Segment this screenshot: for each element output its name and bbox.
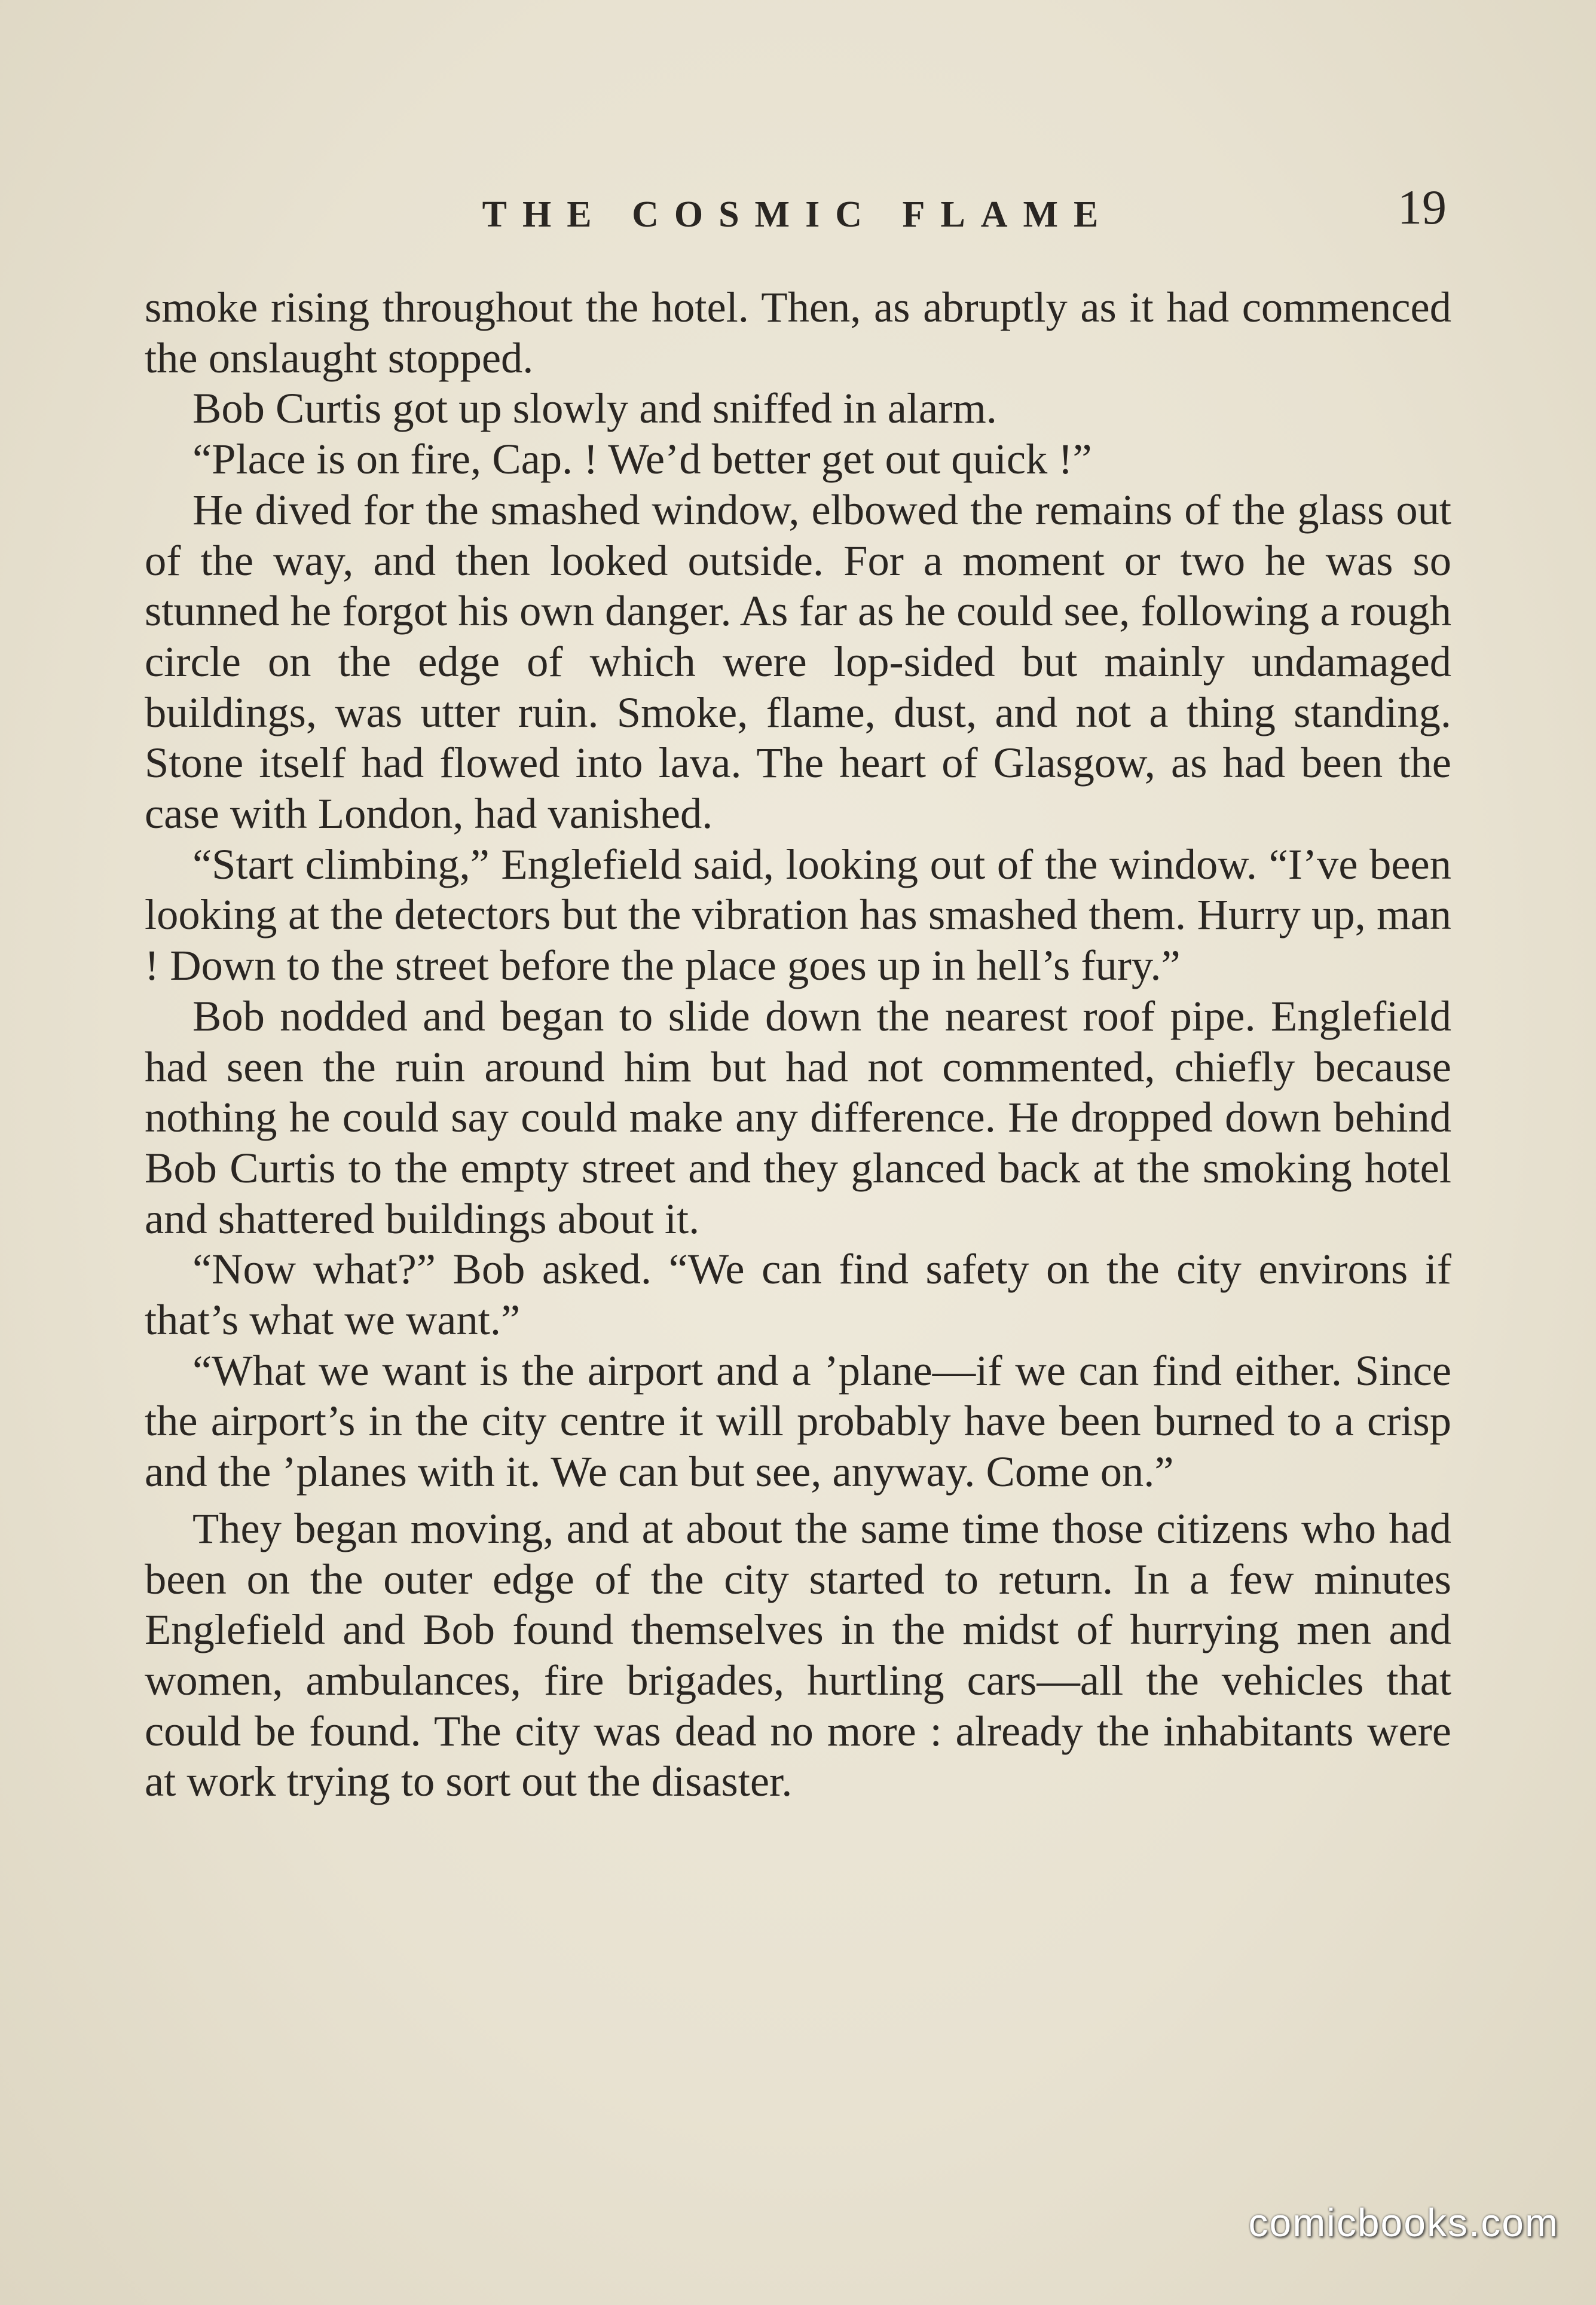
paragraph: “Now what?” Bob asked. “We can find safety on the city environs if that’s what we want.” — [145, 1245, 1451, 1344]
body-text — [145, 282, 1451, 1807]
paragraph: smoke rising throughout the hotel. Then, as abruptly as it had commenced the onslaught stopped. — [145, 283, 1451, 382]
paragraph: “What we want is the airport and a ’plane—if we can find either. Since the airport’s in the city centre it will probably have been burned to a crisp and the ’planes with it. We can but see, anyway. Come on.” — [145, 1346, 1451, 1496]
paragraph: “Start climbing,” Englefield said, looking out of the window. “I’ve been looking at the detectors but the vibration has smashed them. Hurry up, man ! Down to the street before the place goes up in hell’s fury.” — [145, 839, 1451, 990]
watermark: comicbooks.com — [1248, 2200, 1559, 2245]
paragraph: “Place is on fire, Cap. ! We’d better get out quick !” — [192, 435, 1092, 484]
page-number: 19 — [1398, 180, 1447, 234]
paragraph: They began moving, and at about the same time those citizens who had been on the outer edge of the city started to return. In a few minutes Englefield and Bob found themselves in the midst of hurrying men and women, ambulances, fire brigades, hurtling cars—all the vehicles that could be found. The city was dead no more : already the inhabitants were at work trying to sort out the disaster. — [145, 1503, 1451, 1806]
paragraph: Bob Curtis got up slowly and sniffed in alarm. — [192, 384, 997, 433]
page-header — [0, 179, 1596, 251]
running-title: THE COSMIC FLAME — [482, 194, 1114, 235]
paragraph: Bob nodded and began to slide down the nearest roof pipe. Englefield had seen the ruin around him but had not commented, chiefly because nothing he could say could make any difference. He dropped down behind Bob Curtis to the empty street and they glanced back at the smoking hotel and shattered buildings about it. — [145, 991, 1451, 1243]
paragraph: He dived for the smashed window, elbowed the remains of the glass out of the way, and then looked outside. For a moment or two he was so stunned he forgot his own danger. As far as he could see, following a rough circle on the edge of which were lop-sided but mainly undamaged buildings, was utter ruin. Smoke, flame, dust, and not a thing standing. Stone itself had flowed into lava. The heart of Glasgow, as had been the case with London, had vanished. — [145, 485, 1451, 838]
